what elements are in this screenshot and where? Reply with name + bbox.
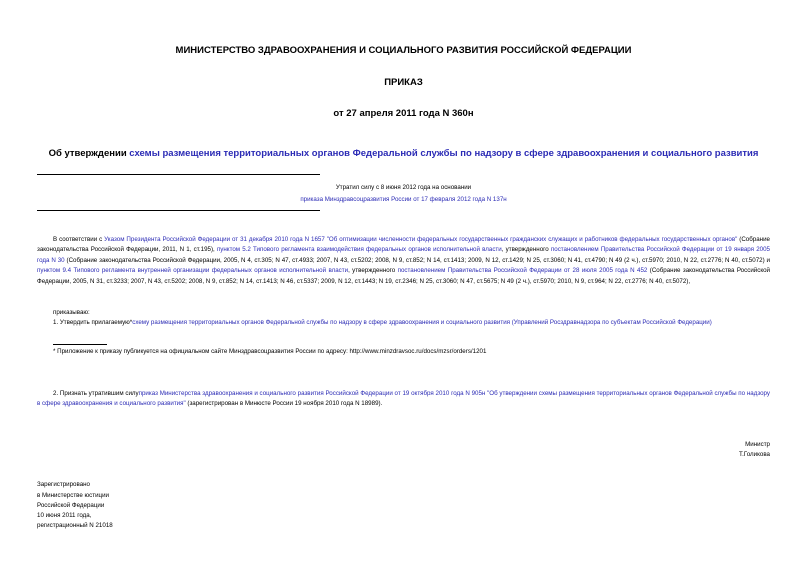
signature-name: Т.Голикова <box>739 451 770 458</box>
registration-line-1: Зарегистрировано <box>37 481 90 488</box>
item-1-link-scheme[interactable]: схему размещения территориальных органов Федеральной службы по надзору в сфере здравоохранения и социального развития (Управлений Росздравнадзора по субъектам Российской Федерации) <box>132 319 712 326</box>
preamble-text-5: , утвержденного <box>348 267 398 275</box>
document-title <box>0 148 807 159</box>
divider-top <box>37 174 320 175</box>
footnote-text: * Приложение к приказу публикуется на официальном сайте Минздравсоцразвития России по адресу: http://www.minzdravsoc.ru/docs/mzsr/orders/1201 <box>53 348 487 355</box>
divider-bottom <box>37 210 320 211</box>
ministry-heading: МИНИСТЕРСТВО ЗДРАВООХРАНЕНИЯ И СОЦИАЛЬНОГО РАЗВИТИЯ РОССИЙСКОЙ ФЕДЕРАЦИИ <box>175 45 632 56</box>
registration-line-4: 10 июня 2011 года, <box>37 512 92 519</box>
title-prefix: Об утверждении <box>48 148 130 159</box>
status-link[interactable]: приказа Минздравсоцразвития России от 17 февраля 2012 года N 137н <box>300 196 507 203</box>
preamble-link-resolution-452[interactable]: постановлением Правительства Российской Федерации от 28 июля 2005 года N 452 <box>397 267 648 275</box>
item-2-paragraph <box>37 389 770 410</box>
preamble-text-1: В соответствии с <box>53 236 105 243</box>
doc-type-heading: ПРИКАЗ <box>384 77 423 88</box>
preamble-paragraph <box>37 235 770 287</box>
registration-line-3: Российской Федерации <box>37 502 105 509</box>
preamble-link-reglament-9-4[interactable]: пунктом 9.4 Типового регламента внутренней организации федеральных органов исполнительной власти <box>37 267 349 275</box>
signature-position: Министр <box>745 441 770 448</box>
preamble-link-reglament-5-2[interactable]: пунктом 5.2 Типового регламента взаимодействия федеральных органов исполнительной власти <box>216 246 502 254</box>
item-2-text-1: 2. Признать утратившим силу <box>53 390 139 397</box>
order-word: приказываю: <box>53 309 90 316</box>
registration-line-2: в Министерстве юстиции <box>37 492 110 499</box>
footnote-divider <box>53 344 107 345</box>
registration-line-5: регистрационный N 21018 <box>37 522 113 529</box>
item-2-text-2: (зарегистрирован в Минюсте России 19 ноября 2010 года N 18989). <box>185 400 383 408</box>
status-line: Утратил силу с 8 июня 2012 года на основании <box>335 184 472 191</box>
date-number-heading: от 27 апреля 2011 года N 360н <box>333 108 474 119</box>
preamble-text-6: (Собрание законодательства Российской Федерации, 2005, N 31, ст.3233; 2007, N 43, ст.5202; 2008, N 9, ст.852; N 14, ст.1413; N 46, ст.5337; 2009, N 12, ст.1443; N 19, ст.2346; N 25, ст.3060; N 47, ст.5675; N 49 (2 ч.), ст.5970; 2010, N 9, ст.964; N 22, ст.2776; N 40, ст.5072), <box>37 267 770 285</box>
item-1-text: 1. Утвердить прилагаемую* <box>53 319 133 326</box>
item-1-paragraph <box>37 318 770 328</box>
preamble-link-resolution-30[interactable]: постановлением Правительства Российской Федерации от 19 января 2005 года N 30 <box>37 246 770 264</box>
title-link[interactable]: схемы размещения территориальных органов Федеральной службы по надзору в сфере здравоохранения и социального развития <box>129 148 759 159</box>
item-2-link-order-905n[interactable]: приказ Министерства здравоохранения и социального развития Российской Федерации от 19 октября 2010 года N 905н "Об утверждении схемы размещения территориальных органов Федеральной службы по надзору в сфере здравоохранения и социального развития" <box>37 390 770 408</box>
preamble-link-decree[interactable]: Указом Президента Российской Федерации от 31 декабря 2010 года N 1657 "Об оптимизации численности федеральных государственных гражданских служащих и работников федеральных государственных органов" <box>104 236 738 243</box>
preamble-text-4: (Собрание законодательства Российской Федерации, 2005, N 4, ст.305; N 47, ст.4933; 2007, N 43, ст.5202; 2008, N 9, ст.852; N 14, ст.1413; 2009, N 12, ст.1429; N 25, ст.3060; N 41, ст.4790; N 49 (2 ч.), ст.5970; 2010, N 22, ст.2776; N 40, ст.5072) и <box>64 256 770 264</box>
preamble-text-3: , утвержденного <box>501 246 551 254</box>
preamble-text-2: (Собрание законодательства Российской Федерации, 2011, N 1, ст.195), <box>37 236 770 254</box>
